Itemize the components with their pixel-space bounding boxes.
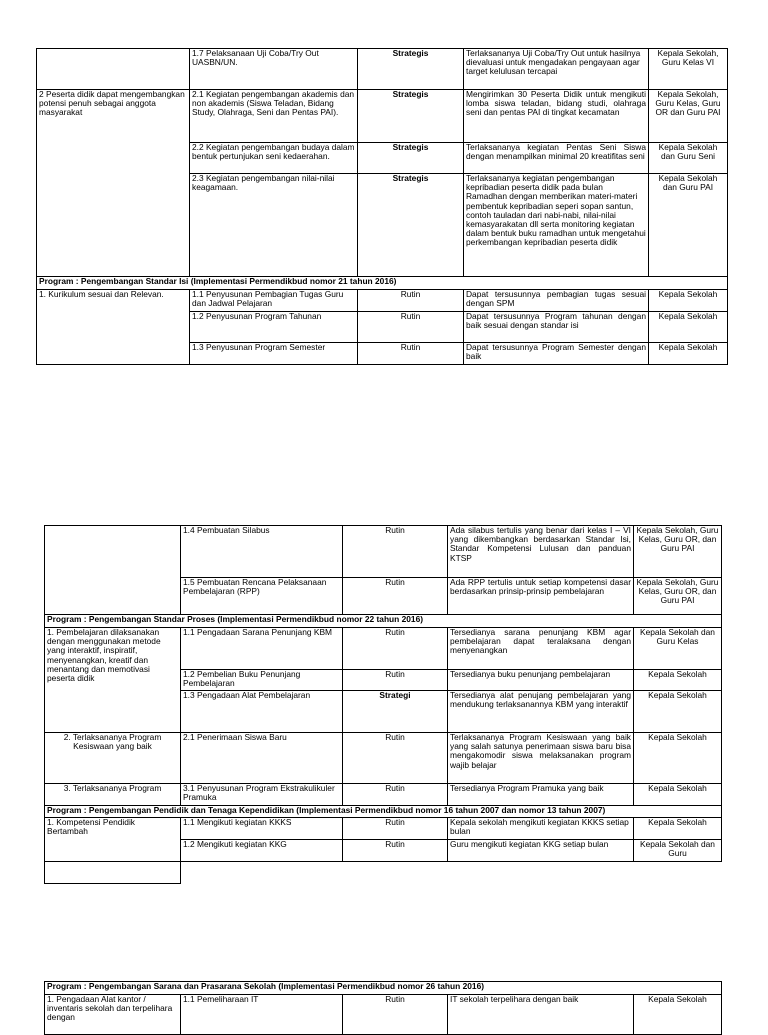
- indicator-cell: Ada RPP tertulis untuk setiap kompetensi dasar berdasarkan prinsip-prinsip pembelajaran: [448, 578, 634, 615]
- goal-cell: [45, 526, 181, 615]
- program-heading: Program : Pengembangan Pendidik dan Tenaga Kependidikan (Implementasi Permendikbud nomor 16 tahun 2007 dan nomor 13 tahun 2007): [45, 806, 722, 818]
- pic-cell: Kepala Sekolah: [634, 733, 722, 784]
- indicator-cell: Tersedianya Program Pramuka yang baik: [448, 784, 634, 806]
- indicator-cell: Tersedianya alat penujang pembelajaran yang mendukung terlaksanannya KBM yang interaktif: [448, 691, 634, 733]
- priority-cell: Rutin: [343, 578, 448, 615]
- goal-cell: 1. Kurikulum sesuai dan Relevan.: [37, 290, 190, 365]
- indicator-cell: Terlaksananya Program Kesiswaan yang baik yang salah satunya penerimaan siswa baru bisa mengakomodir siswa melaksanakan program wajib belajar: [448, 733, 634, 784]
- pic-cell: Kepala Sekolah: [634, 818, 722, 840]
- indicator-cell: Tersedianya sarana penunjang KBM agar pembelajaran dapat teralaksana dengan menyenangkan: [448, 628, 634, 670]
- goal-cell: 3. Terlaksananya Program: [45, 784, 181, 806]
- goal-cell: 1. Kompetensi Pendidik Bertambah: [45, 818, 181, 862]
- indicator-cell: Dapat tersusunnya pembagian tugas sesuai dengan SPM: [464, 290, 649, 312]
- program-header-row: [45, 615, 722, 628]
- indicator-cell: Mengirimkan 30 Peserta Didik untuk mengikuti lomba siswa teladan, bidang studi, olahraga seni dan pentas PAI di tingkat kecamatan: [464, 90, 649, 143]
- activity-cell: 1.3 Pengadaan Alat Pembelajaran: [181, 691, 343, 733]
- indicator-cell: Kepala sekolah mengikuti kegiatan KKKS setiap bulan: [448, 818, 634, 840]
- priority-cell: Rutin: [343, 670, 448, 691]
- plan-table-page-1: [36, 48, 728, 365]
- indicator-cell: Terlaksananya kegiatan pengembangan kepribadian peserta didik pada bulan Ramadhan dengan memberikan materi-materi pembentuk kepribadian seperi sopan santun, contoh tauladan dari nabi-nabi, nilai-nilai kemasyarakatan dll serta monitoring kegiatan dalam bentuk buku ramadhan untuk mengetahui perkembangan kepribadian peserta didik: [464, 174, 649, 277]
- program-header-row: [45, 982, 722, 995]
- activity-cell: 1.1 Pengadaan Sarana Penunjang KBM: [181, 628, 343, 670]
- priority-cell: Rutin: [358, 343, 464, 365]
- indicator-cell: Dapat tersusunnya Program Semester dengan baik: [464, 343, 649, 365]
- activity-cell: 2.1 Kegiatan pengembangan akademis dan non akademis (Siswa Teladan, Bidang Study, Olahraga, Seni dan Pentas PAI).: [190, 90, 358, 143]
- program-header-row: [45, 806, 722, 818]
- goal-cell: [37, 49, 190, 90]
- pic-cell: Kepala Sekolah, Guru Kelas VI: [649, 49, 728, 90]
- priority-cell: Strategis: [358, 174, 464, 277]
- priority-cell: Rutin: [343, 818, 448, 840]
- priority-cell: Rutin: [343, 784, 448, 806]
- priority-cell: Strategi: [343, 691, 448, 733]
- priority-cell: Strategis: [358, 90, 464, 143]
- indicator-cell: Dapat tersusunnya Program tahunan dengan baik sesuai dengan standar isi: [464, 312, 649, 343]
- activity-cell: 1.1 Penyusunan Pembagian Tugas Guru dan Jadwal Pelajaran: [190, 290, 358, 312]
- pic-cell: Kepala Sekolah: [634, 995, 722, 1035]
- indicator-cell: Terlaksananya Uji Coba/Try Out untuk hasilnya dievaluasi untuk mengadakan pengayaan agar target kelulusan tercapai: [464, 49, 649, 90]
- indicator-cell: Guru mengikuti kegiatan KKG setiap bulan: [448, 840, 634, 862]
- priority-cell: Rutin: [343, 526, 448, 578]
- activity-cell: 1.7 Pelaksanaan Uji Coba/Try Out UASBN/UN.: [190, 49, 358, 90]
- priority-cell: Strategis: [358, 49, 464, 90]
- goal-cell: 1. Pengadaan Alat kantor / inventaris sekolah dan terpelihara dengan: [45, 995, 181, 1035]
- activity-cell: 1.2 Mengikuti kegiatan KKG: [181, 840, 343, 862]
- table-row: [45, 818, 722, 840]
- table-row: [45, 733, 722, 784]
- plan-table-page-2: [44, 525, 722, 862]
- goal-cell: 2 Peserta didik dapat mengembangkan potensi penuh sebagai anggota masyarakat: [37, 90, 190, 277]
- activity-cell: 2.2 Kegiatan pengembangan budaya dalam bentuk pertunjukan seni kedaerahan.: [190, 143, 358, 174]
- indicator-cell: IT sekolah terpelihara dengan baik: [448, 995, 634, 1035]
- goal-cell: 2. Terlaksananya Program Kesiswaan yang baik: [45, 733, 181, 784]
- activity-cell: 3.1 Penyusunan Program Ekstrakulikuler Pramuka: [181, 784, 343, 806]
- pic-cell: Kepala Sekolah: [634, 784, 722, 806]
- plan-table-page-3: [44, 981, 722, 1035]
- pic-cell: Kepala Sekolah dan Guru Kelas: [634, 628, 722, 670]
- priority-cell: Rutin: [358, 290, 464, 312]
- pic-cell: Kepala Sekolah: [634, 691, 722, 733]
- activity-cell: 2.1 Penerimaan Siswa Baru: [181, 733, 343, 784]
- activity-cell: 1.4 Pembuatan Silabus: [181, 526, 343, 578]
- pic-cell: Kepala Sekolah dan Guru PAI: [649, 174, 728, 277]
- goal-cell: 1. Pembelajaran dilaksanakan dengan menggunakan metode yang interaktif, inspiratif, menyenangkan, kreatif dan menantang dan memotivasi peserta didik: [45, 628, 181, 733]
- priority-cell: Strategis: [358, 143, 464, 174]
- activity-cell: 2.3 Kegiatan pengembangan nilai-nilai keagamaan.: [190, 174, 358, 277]
- priority-cell: Rutin: [343, 733, 448, 784]
- pic-cell: Kepala Sekolah, Guru Kelas, Guru OR, dan Guru PAI: [634, 578, 722, 615]
- program-heading: Program : Pengembangan Sarana dan Prasarana Sekolah (Implementasi Permendikbud nomor 26 tahun 2016): [45, 982, 722, 995]
- program-header-row: [37, 277, 728, 290]
- pic-cell: Kepala Sekolah dan Guru Seni: [649, 143, 728, 174]
- activity-cell: 1.1 Mengikuti kegiatan KKKS: [181, 818, 343, 840]
- activity-cell: 1.2 Pembelian Buku Penunjang Pembelajaran: [181, 670, 343, 691]
- pic-cell: Kepala Sekolah: [634, 670, 722, 691]
- pic-cell: Kepala Sekolah, Guru Kelas, Guru OR, dan Guru PAI: [634, 526, 722, 578]
- indicator-cell: Tersedianya buku penunjang pembelajaran: [448, 670, 634, 691]
- activity-cell: 1.3 Penyusunan Program Semester: [190, 343, 358, 365]
- program-heading: Program : Pengembangan Standar Isi (Implementasi Permendikbud nomor 21 tahun 2016): [37, 277, 728, 290]
- priority-cell: Rutin: [343, 995, 448, 1035]
- table-row: [45, 784, 722, 806]
- goal-cell-continuation: [44, 859, 181, 884]
- pic-cell: Kepala Sekolah: [649, 312, 728, 343]
- program-heading: Program : Pengembangan Standar Proses (Implementasi Permendikbud nomor 22 tahun 2016): [45, 615, 722, 628]
- pic-cell: Kepala Sekolah dan Guru: [634, 840, 722, 862]
- priority-cell: Rutin: [343, 840, 448, 862]
- table-row: [37, 49, 728, 90]
- priority-cell: Rutin: [358, 312, 464, 343]
- table-row: [37, 90, 728, 143]
- table-row: [45, 995, 722, 1035]
- activity-cell: 1.2 Penyusunan Program Tahunan: [190, 312, 358, 343]
- activity-cell: 1.1 Pemeliharaan IT: [181, 995, 343, 1035]
- table-row: [45, 526, 722, 578]
- pic-cell: Kepala Sekolah: [649, 343, 728, 365]
- activity-cell: 1.5 Pembuatan Rencana Pelaksanaan Pembelajaran (RPP): [181, 578, 343, 615]
- pic-cell: Kepala Sekolah, Guru Kelas, Guru OR dan Guru PAI: [649, 90, 728, 143]
- indicator-cell: Ada silabus tertulis yang benar dari kelas I – VI yang dikembangkan berdasarkan Standar Isi, Standar Kompetensi Lulusan dan panduan KTSP: [448, 526, 634, 578]
- priority-cell: Rutin: [343, 628, 448, 670]
- indicator-cell: Terlaksananya kegiatan Pentas Seni Siswa dengan menampilkan minimal 20 kreatifitas seni: [464, 143, 649, 174]
- table-row: [45, 628, 722, 670]
- table-row: [37, 290, 728, 312]
- pic-cell: Kepala Sekolah: [649, 290, 728, 312]
